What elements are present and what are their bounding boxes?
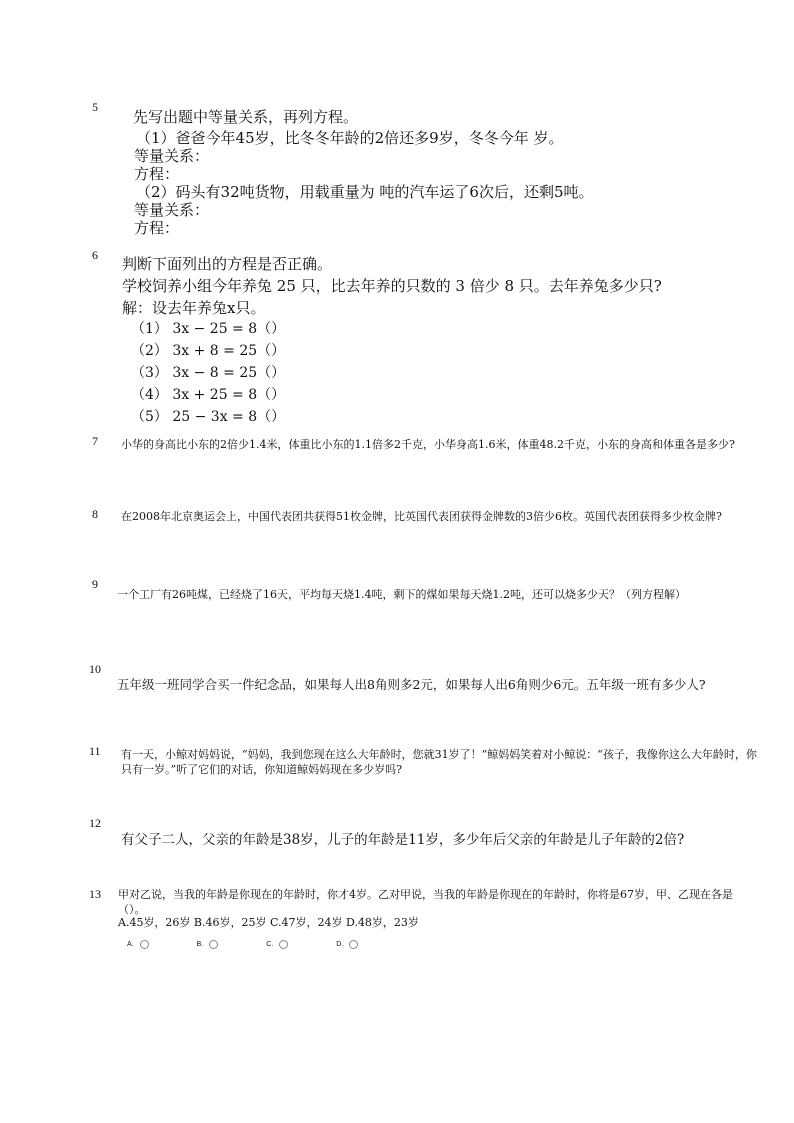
question-number: 10 <box>89 662 101 676</box>
question-text: 五年级一班同学合买一件纪念品，如果每人出8角则多2元，如果每人出6角则少6元。五年级一班有多少人? <box>117 677 706 692</box>
choice-c[interactable] <box>266 940 288 949</box>
question-number: 7 <box>92 434 98 448</box>
answer-choices <box>127 940 406 949</box>
question-number: 8 <box>92 507 98 521</box>
question-text: 方程： <box>134 165 180 183</box>
choice-b[interactable] <box>197 940 219 949</box>
question-text: 学校饲养小组今年养兔 25 只，比去年养的只数的 3 倍少 8 只。去年养兔多少只? <box>122 277 662 295</box>
question-number: 12 <box>89 816 101 830</box>
question-number: 13 <box>89 887 101 901</box>
question-text: 等量关系： <box>134 147 210 165</box>
question-text: 解：设去年养兔x只。 <box>122 299 266 317</box>
question-text: 判断下面列出的方程是否正确。 <box>122 255 333 273</box>
question-text: 有父子二人，父亲的年龄是38岁，儿子的年龄是11岁，多少年后父亲的年龄是儿子年龄的2倍? <box>121 832 685 848</box>
question-text: 甲对乙说，当我的年龄是你现在的年龄时，你才4岁。乙对甲说，当我的年龄是你现在的年龄时，你将是67岁，甲、乙现在各是（）。 <box>118 888 733 916</box>
equation-option: （1） 3x − 25 = 8（） <box>131 321 286 337</box>
question-text: 一个工厂有26吨煤，已经烧了16天，平均每天烧1.4吨，剩下的煤如果每天烧1.2吨，还可以烧多少天？（列方程解） <box>117 588 686 601</box>
question-number: 11 <box>89 744 101 758</box>
choice-label: B. <box>196 941 204 948</box>
question-text: 方程： <box>134 219 180 237</box>
choice-label: D. <box>336 941 344 948</box>
radio-button[interactable] <box>140 940 149 949</box>
equation-option: （3） 3x − 8 = 25（） <box>131 365 286 381</box>
question-number: 5 <box>92 100 98 114</box>
choice-a[interactable] <box>127 940 149 949</box>
question-text: （1）爸爸今年45岁，比冬冬年龄的2倍还多9岁，冬冬今年 岁。 <box>136 129 564 147</box>
question-text: 在2008年北京奥运会上，中国代表团共获得51枚金牌，比英国代表团获得金牌数的3倍少6枚。英国代表团获得多少枚金牌? <box>121 510 722 523</box>
equation-option: （5） 25 − 3x = 8（） <box>131 409 286 425</box>
answer-options-text: A.45岁，26岁 B.46岁，25岁 C.47岁，24岁 D.48岁，23岁 <box>118 916 419 929</box>
question-text: 等量关系： <box>134 201 210 219</box>
question-number: 9 <box>92 577 98 591</box>
question-text: 小华的身高比小东的2倍少1.4米，体重比小东的1.1倍多2千克，小华身高1.6米，体重48.2千克，小东的身高和体重各是多少? <box>121 438 735 451</box>
radio-button[interactable] <box>349 940 358 949</box>
radio-button[interactable] <box>209 940 218 949</box>
question-text: （2）码头有32吨货物，用载重量为 吨的汽车运了6次后，还剩5吨。 <box>136 183 594 201</box>
choice-d[interactable] <box>336 940 358 949</box>
question-text: 有一天，小鲸对妈妈说，“妈妈，我到您现在这么大年龄时，您就31岁了！”鲸妈妈笑着对小鲸说：“孩子，我像你这么大年龄时，你只有一岁。”听了它们的对话，你知道鲸妈妈现在多少岁吗? <box>121 748 757 776</box>
equation-option: （2） 3x + 8 = 25（） <box>131 343 286 359</box>
equation-option: （4） 3x + 25 = 8（） <box>131 387 286 403</box>
choice-label: A. <box>127 941 134 948</box>
question-text: 先写出题中等量关系，再列方程。 <box>133 108 359 126</box>
radio-button[interactable] <box>279 940 288 949</box>
question-number: 6 <box>92 248 98 262</box>
choice-label: C. <box>266 941 274 948</box>
